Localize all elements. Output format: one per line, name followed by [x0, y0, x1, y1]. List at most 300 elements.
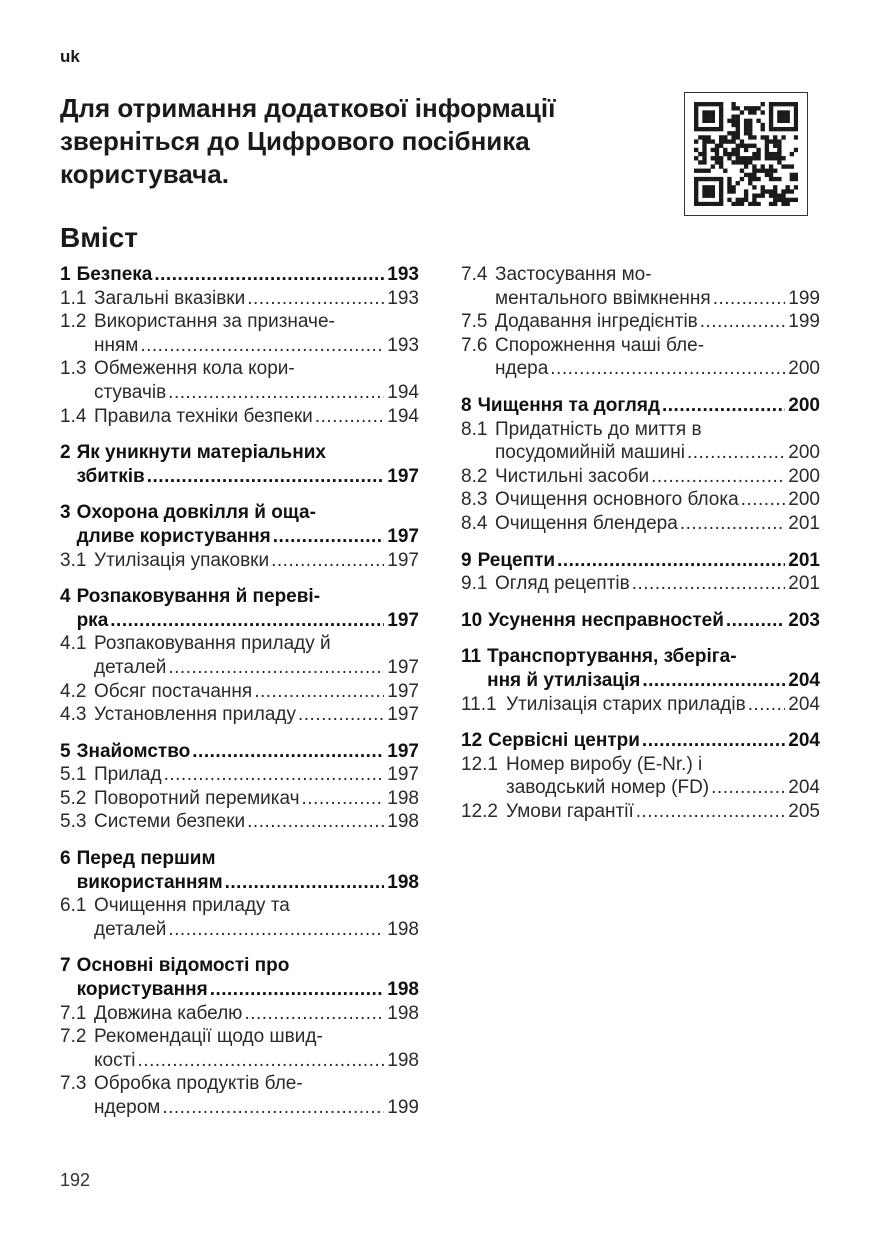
toc-entry-number: 12.2 — [461, 800, 498, 822]
toc-entry-page: 204 — [788, 693, 820, 715]
toc-entry-title-line: Очищення приладу та — [94, 895, 290, 917]
toc-entry-title: Рецепти — [477, 549, 556, 571]
toc-entry-page: 197 — [387, 549, 419, 571]
toc-entry-last-line — [94, 334, 419, 358]
toc-entry-last-line — [94, 787, 419, 811]
toc-leader-dots — [680, 512, 786, 536]
toc-entry-number: 1.2 — [60, 311, 87, 333]
toc-entry-body — [94, 310, 419, 357]
toc-entry-last-line — [77, 609, 419, 633]
toc-entry-body — [495, 572, 820, 596]
toc-entry-page: 193 — [387, 287, 419, 309]
toc-leader-dots — [162, 1096, 384, 1120]
toc-entry-title-line: Використання за призначе- — [94, 311, 335, 333]
toc-entry[interactable] — [60, 310, 419, 357]
toc-entry[interactable] — [60, 585, 419, 632]
toc-entry-page: 197 — [387, 764, 419, 786]
toc-entry-page: 200 — [788, 489, 820, 511]
toc-entry-last-line — [495, 512, 820, 536]
toc-entry-number: 2 — [60, 442, 71, 464]
toc-entry-number: 6.1 — [60, 895, 87, 917]
toc-entry-body — [94, 703, 419, 727]
toc-entry-title-line: Основні відомості про — [76, 955, 290, 977]
toc-entry-number: 8.2 — [461, 465, 488, 487]
toc-leader-dots — [192, 740, 384, 764]
toc-entry-page: 204 — [788, 777, 820, 799]
toc-entry-title: Знайомство — [76, 740, 191, 762]
toc-entry[interactable] — [60, 632, 419, 679]
toc-entry-number: 1 — [60, 264, 71, 285]
toc-entry[interactable] — [461, 549, 820, 573]
toc-entry-body — [495, 512, 820, 536]
toc-entry-page: 200 — [788, 465, 820, 487]
toc-entry-title: користування — [76, 979, 208, 1001]
toc-chapter — [461, 645, 820, 716]
toc-chapter — [461, 609, 820, 633]
toc-leader-dots — [632, 572, 786, 596]
toc-entry-last-line — [495, 465, 820, 489]
toc-entry[interactable] — [60, 287, 419, 311]
toc-entry-last-line — [506, 800, 820, 824]
toc-entry-title-line: Перед першим — [76, 848, 216, 870]
toc-entry-page: 198 — [387, 918, 419, 940]
toc-entry-page: 197 — [387, 465, 419, 487]
toc-entry-last-line — [94, 549, 419, 573]
toc-entry-last-line — [495, 572, 820, 596]
toc-entry-last-line — [94, 1049, 419, 1073]
toc-chapter — [461, 549, 820, 596]
toc-entry-last-line — [495, 310, 820, 334]
toc-entry-body — [94, 787, 419, 811]
toc-chapter — [461, 394, 820, 536]
toc-entry-page: 198 — [387, 787, 419, 809]
toc-entry-number: 3 — [60, 502, 71, 524]
toc-entry-title: деталей — [94, 918, 167, 940]
toc-entry-title: Утилізація старих приладів — [506, 693, 746, 715]
toc-leader-dots — [247, 810, 384, 834]
toc-column-left — [60, 263, 419, 1133]
toc-chapter — [60, 501, 419, 572]
toc-entry-page: 199 — [387, 1097, 419, 1118]
toc-entry-body — [77, 954, 419, 1001]
toc-entry-page: 201 — [788, 549, 820, 571]
toc-entry-title: Системи безпеки — [94, 811, 246, 833]
toc-entry-last-line — [495, 287, 820, 311]
toc-entry-body — [495, 263, 820, 310]
toc-entry-last-line — [77, 978, 419, 1002]
toc-entry-page: 193 — [387, 264, 419, 285]
toc-entry-page: 200 — [788, 442, 820, 464]
toc-entry-number: 12.1 — [461, 753, 498, 775]
toc-entry-body — [495, 310, 820, 334]
toc-entry[interactable] — [60, 787, 419, 811]
toc-entry-number: 1.1 — [60, 287, 87, 309]
toc-entry-title-line: Як уникнути матеріальних — [76, 442, 326, 464]
toc-entry[interactable] — [60, 1025, 419, 1072]
toc-leader-dots — [726, 609, 785, 633]
toc-leader-dots — [315, 405, 385, 429]
toc-entry-page: 194 — [387, 405, 419, 427]
toc-entry-body — [77, 441, 419, 488]
toc-entry[interactable] — [461, 572, 820, 596]
toc-entry-number: 7.2 — [60, 1026, 87, 1048]
toc-entry-body — [94, 1002, 419, 1026]
toc-leader-dots — [140, 334, 384, 358]
toc-entry-body — [487, 645, 820, 692]
toc-entry-title: Очищення основного блока — [495, 489, 739, 511]
toc-leader-dots — [244, 1002, 384, 1026]
toc-chapter — [461, 729, 820, 823]
toc-leader-dots — [254, 680, 384, 704]
toc-leader-dots — [110, 609, 384, 633]
toc-entry-body — [506, 693, 820, 717]
toc-leader-dots — [247, 287, 384, 311]
toc-entry-body — [77, 740, 419, 764]
toc-entry-title-line: Розпаковування й переві- — [76, 586, 321, 608]
toc-entry-title: ндером — [94, 1097, 161, 1118]
toc-entry[interactable] — [461, 693, 820, 717]
toc-column-right — [461, 263, 820, 836]
toc-entry[interactable] — [461, 334, 820, 381]
toc-entry-number: 1.3 — [60, 358, 87, 380]
toc-leader-dots — [642, 729, 785, 753]
toc-entry-body — [94, 1025, 419, 1072]
toc-leader-dots — [711, 776, 785, 800]
toc-entry-last-line — [94, 703, 419, 727]
toc-entry-last-line — [94, 810, 419, 834]
toc-leader-dots — [651, 465, 785, 489]
toc-entry-number: 12 — [461, 730, 483, 752]
toc-entry[interactable] — [60, 740, 419, 764]
toc-entry-title: заводський номер (FD) — [506, 777, 710, 799]
toc-entry-title: Усунення несправностей — [488, 609, 724, 631]
toc-entry-number: 5.2 — [60, 787, 87, 809]
toc-entry-number: 3.1 — [60, 549, 87, 571]
toc-entry-last-line — [94, 287, 419, 311]
toc-entry[interactable] — [60, 357, 419, 404]
toc-entry-number: 7.5 — [461, 311, 488, 333]
toc-entry-number: 7.3 — [60, 1073, 87, 1095]
toc-entry-title: Установлення приладу — [94, 704, 296, 726]
toc-entry-number: 7 — [60, 955, 71, 977]
toc-leader-dots — [168, 381, 384, 405]
toc-entry-last-line — [478, 549, 820, 573]
toc-leader-dots — [748, 693, 786, 717]
toc-entry-number: 11 — [461, 646, 482, 668]
toc-entry-title: Утилізація упаковки — [94, 549, 270, 571]
toc-leader-dots — [210, 978, 385, 1002]
toc-entry-body — [488, 609, 820, 633]
toc-entry-title: стувачів — [94, 381, 167, 403]
toc-entry-page: 200 — [788, 394, 820, 416]
toc-entry[interactable] — [60, 894, 419, 941]
toc-entry-number: 8 — [461, 394, 472, 416]
toc-entry-title-line: Спорожнення чаші бле- — [495, 334, 705, 356]
toc-entry-body — [77, 263, 419, 287]
toc-entry[interactable] — [461, 729, 820, 753]
toc-leader-dots — [713, 287, 786, 311]
toc-leader-dots — [298, 703, 384, 727]
toc-entry-number: 7.4 — [461, 264, 488, 285]
toc-entry-title: дливе користування — [76, 525, 271, 547]
toc-entry-page: 201 — [788, 512, 820, 534]
toc-entry-last-line — [94, 381, 419, 405]
toc-entry-number: 6 — [60, 848, 71, 870]
toc-entry-page: 197 — [387, 680, 419, 702]
toc-entry-body — [94, 894, 419, 941]
toc-chapter — [60, 263, 419, 428]
toc-leader-dots — [687, 441, 785, 465]
toc-entry[interactable] — [60, 1072, 419, 1119]
qr-code[interactable] — [684, 92, 808, 216]
toc-entry-title-line: Транспортування, зберіга- — [487, 646, 737, 668]
toc-entry-title-line: Рекомендації щодо швид- — [94, 1026, 323, 1048]
toc-entry-title: Умови гарантії — [506, 800, 634, 822]
toc-entry-body — [94, 405, 419, 429]
toc-leader-dots — [302, 787, 385, 811]
toc-entry-number: 11.1 — [461, 693, 497, 715]
toc-entry-last-line — [94, 1096, 419, 1120]
toc-heading: Вміст — [60, 222, 138, 253]
toc-entry-number: 8.1 — [461, 418, 488, 440]
toc-entry-last-line — [495, 441, 820, 465]
toc-entry-number: 4.3 — [60, 704, 87, 726]
toc-entry-page: 198 — [387, 979, 419, 1001]
toc-entry[interactable] — [461, 753, 820, 800]
toc-entry-number: 7.1 — [60, 1002, 87, 1024]
toc-entry-title: Сервісні центри — [488, 730, 640, 752]
toc-entry-last-line — [488, 729, 820, 753]
toc-entry[interactable] — [461, 512, 820, 536]
toc-leader-dots — [741, 488, 786, 512]
toc-leader-dots — [636, 800, 786, 824]
toc-entry[interactable] — [60, 1002, 419, 1026]
toc-entry-title-line: Застосування мо- — [495, 264, 652, 285]
toc-entry-title: Прилад — [94, 764, 162, 786]
toc-entry[interactable] — [60, 441, 419, 488]
toc-entry[interactable] — [461, 418, 820, 465]
qr-code-icon — [694, 102, 798, 206]
toc-entry[interactable] — [60, 405, 419, 429]
toc-entry-title: Додавання інгредієнтів — [495, 311, 698, 333]
toc-entry[interactable] — [461, 800, 820, 824]
toc-entry[interactable] — [461, 488, 820, 512]
toc-entry-body — [77, 585, 419, 632]
toc-entry-body — [495, 465, 820, 489]
toc-entry[interactable] — [60, 763, 419, 787]
toc-entry-body — [495, 418, 820, 465]
toc-leader-dots — [273, 525, 385, 549]
toc-entry-last-line — [495, 357, 820, 381]
toc-entry-body — [506, 753, 820, 800]
toc-entry-page: 204 — [788, 669, 820, 691]
toc-entry-title: використанням — [76, 871, 223, 893]
toc-entry-title-line: Обмеження кола кори- — [94, 358, 295, 380]
toc-entry-title: деталей — [94, 656, 167, 678]
toc-entry-last-line — [94, 1002, 419, 1026]
toc-entry-body — [94, 810, 419, 834]
toc-entry-page: 197 — [387, 704, 419, 726]
toc-entry-last-line — [488, 609, 820, 633]
toc-entry-page: 197 — [387, 609, 419, 631]
toc-entry[interactable] — [60, 501, 419, 548]
toc-entry-body — [478, 549, 820, 573]
toc-entry-number: 4 — [60, 586, 71, 608]
toc-chapter — [60, 441, 419, 488]
toc-entry-body — [495, 488, 820, 512]
toc-chapter — [60, 954, 419, 1119]
toc-entry-last-line — [77, 525, 419, 549]
toc-entry-title: Правила техніки безпеки — [94, 405, 313, 427]
toc-leader-dots — [164, 763, 385, 787]
toc-entry-last-line — [495, 488, 820, 512]
toc-entry-last-line — [77, 871, 419, 895]
toc-leader-dots — [147, 465, 385, 489]
toc-entry-title: кості — [94, 1049, 136, 1071]
toc-entry-body — [488, 729, 820, 753]
toc-entry-title: рка — [76, 609, 109, 631]
toc-chapter — [60, 847, 419, 941]
toc-chapter — [60, 585, 419, 727]
toc-entry[interactable] — [60, 263, 419, 287]
toc-entry-page: 199 — [788, 287, 820, 309]
toc-entry-number: 8.3 — [461, 489, 488, 511]
toc-entry-title: Чистильні засоби — [495, 465, 650, 487]
toc-entry-body — [94, 357, 419, 404]
toc-entry-title: Чищення та догляд — [477, 394, 660, 416]
toc-entry-title: Загальні вказівки — [94, 287, 246, 309]
toc-entry-last-line — [77, 740, 419, 764]
toc-entry[interactable] — [60, 847, 419, 894]
toc-entry-last-line — [77, 465, 419, 489]
toc-entry-title: Довжина кабелю — [94, 1002, 243, 1024]
toc-entry-number: 8.4 — [461, 512, 488, 534]
toc-entry[interactable] — [60, 703, 419, 727]
toc-entry-page: 199 — [788, 311, 820, 333]
toc-leader-dots — [642, 669, 785, 693]
toc-entry[interactable] — [461, 310, 820, 334]
toc-entry-page: 197 — [387, 525, 419, 547]
toc-entry-title: Безпека — [76, 264, 153, 285]
toc-entry-last-line — [94, 918, 419, 942]
toc-entry-last-line — [94, 680, 419, 704]
toc-entry-number: 5.1 — [60, 764, 87, 786]
toc-entry[interactable] — [461, 609, 820, 633]
toc-entry-title: ння й утилізація — [487, 669, 641, 691]
toc-leader-dots — [168, 656, 384, 680]
intro-heading: Для отримання додаткової інформації зверніться до Цифрового посібника користувача. — [60, 93, 556, 189]
toc-entry-page: 197 — [387, 656, 419, 678]
toc-entry-title: Обсяг постачання — [94, 680, 253, 702]
toc-entry-number: 5 — [60, 740, 71, 762]
toc-entry[interactable] — [461, 645, 820, 692]
toc-entry-page: 204 — [788, 730, 820, 752]
toc-entry-title: збитків — [76, 465, 145, 487]
page-number: 192 — [60, 1170, 91, 1190]
toc-entry-page: 198 — [387, 1049, 419, 1071]
toc-entry-body — [94, 549, 419, 573]
toc-leader-dots — [271, 549, 384, 573]
toc-entry[interactable] — [461, 465, 820, 489]
toc-entry-page: 201 — [788, 573, 820, 595]
toc-entry-title: нням — [94, 334, 139, 356]
toc-entry[interactable] — [60, 810, 419, 834]
toc-entry[interactable] — [60, 954, 419, 1001]
toc-entry-last-line — [478, 394, 820, 418]
toc-entry-page: 205 — [788, 800, 820, 822]
toc-leader-dots — [550, 357, 785, 381]
toc-leader-dots — [154, 263, 384, 287]
toc-entry-last-line — [94, 763, 419, 787]
toc-entry-number: 7.6 — [461, 334, 488, 356]
toc-entry-page: 194 — [387, 381, 419, 403]
toc-entry-body — [506, 800, 820, 824]
toc-entry-title: ндера — [495, 358, 549, 380]
toc-entry-last-line — [506, 776, 820, 800]
toc-entry-number: 9.1 — [461, 573, 488, 595]
toc-entry-page: 198 — [387, 1002, 419, 1024]
toc-entry-title-line: Обробка продуктів бле- — [94, 1073, 303, 1095]
toc-entry-last-line — [487, 669, 820, 693]
toc-entry-last-line — [94, 405, 419, 429]
toc-entry-title-line: Придатність до миття в — [495, 418, 702, 440]
toc-leader-dots — [700, 310, 786, 334]
toc-entry-title: ментального ввімкнення — [495, 287, 711, 309]
toc-entry-title-line: Охорона довкілля й оща- — [76, 502, 316, 524]
toc-entry-title: Поворотний перемикач — [94, 787, 300, 809]
toc-entry-title-line: Номер виробу (E-Nr.) і — [506, 753, 703, 775]
toc-entry-body — [94, 763, 419, 787]
toc-entry[interactable] — [60, 680, 419, 704]
toc-entry-page: 200 — [788, 358, 820, 380]
toc-entry-body — [94, 680, 419, 704]
toc-entry[interactable] — [461, 394, 820, 418]
toc-entry-body — [94, 1072, 419, 1119]
toc-entry-body — [94, 287, 419, 311]
toc-entry-number: 9 — [461, 549, 472, 571]
toc-entry[interactable] — [60, 549, 419, 573]
toc-leader-dots — [225, 871, 385, 895]
toc-chapter — [461, 263, 820, 381]
toc-entry-body — [478, 394, 820, 418]
toc-entry-last-line — [506, 693, 820, 717]
toc-entry-body — [77, 847, 419, 894]
toc-chapter — [60, 740, 419, 834]
toc-entry-number: 5.3 — [60, 811, 87, 833]
toc-entry-number: 10 — [461, 609, 483, 631]
toc-entry-page: 203 — [788, 609, 820, 631]
language-code: uk — [60, 47, 80, 66]
toc-entry-number: 4.1 — [60, 633, 87, 655]
toc-entry-number: 1.4 — [60, 405, 87, 427]
toc-leader-dots — [138, 1049, 385, 1073]
toc-entry-last-line — [94, 656, 419, 680]
toc-entry-last-line — [77, 263, 419, 287]
toc-entry-title: Огляд рецептів — [495, 573, 630, 595]
toc-entry-body — [77, 501, 419, 548]
toc-entry-title-line: Розпаковування приладу й — [94, 633, 331, 655]
toc-entry-title: посудомийній машині — [495, 442, 685, 464]
toc-leader-dots — [662, 394, 785, 418]
toc-entry-title: Очищення блендера — [495, 512, 678, 534]
toc-entry-page: 197 — [387, 740, 419, 762]
toc-leader-dots — [557, 549, 785, 573]
toc-entry-body — [94, 632, 419, 679]
toc-entry[interactable] — [461, 263, 820, 310]
toc-entry-page: 193 — [387, 334, 419, 356]
toc-entry-number: 4.2 — [60, 680, 87, 702]
toc-entry-page: 198 — [387, 871, 419, 893]
